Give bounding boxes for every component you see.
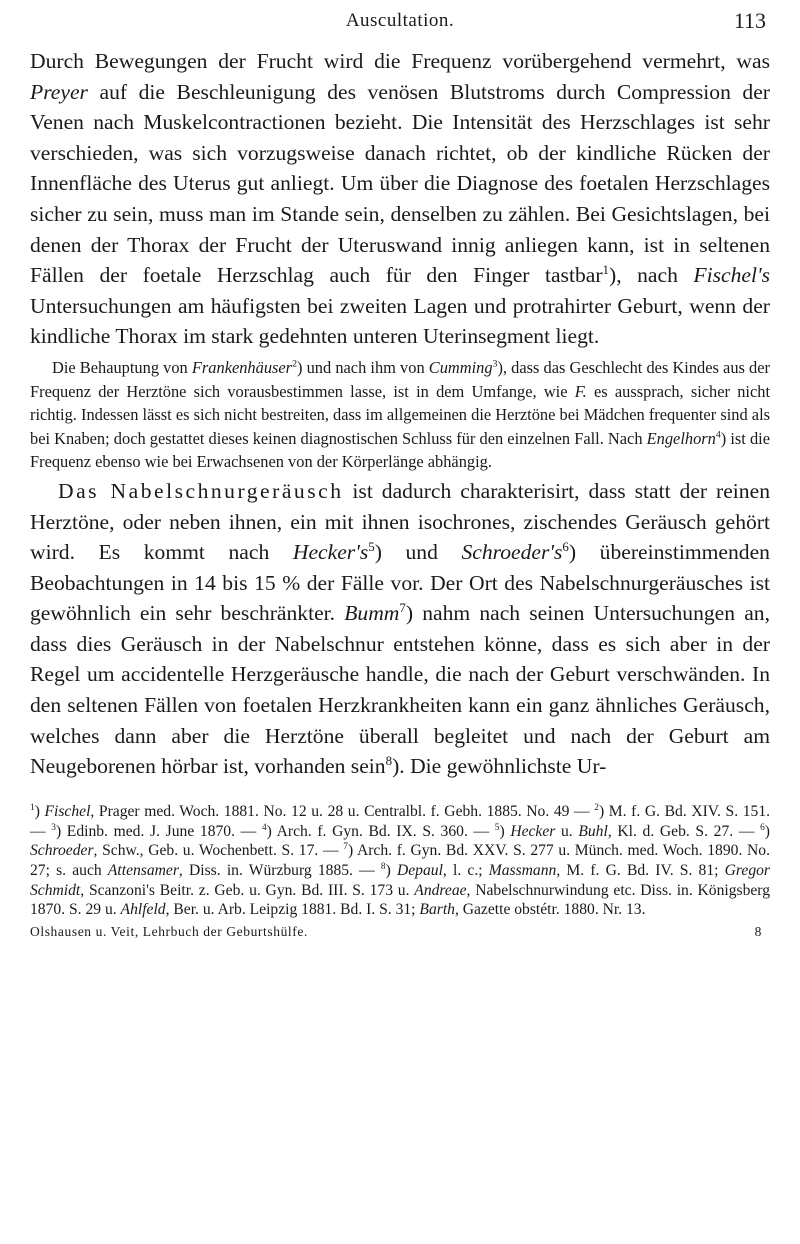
- author-name: Fischel's: [693, 263, 770, 288]
- footnote-ref: 3: [492, 358, 498, 370]
- text-run: , Diss. in. Würzburg 1885. —: [178, 861, 381, 879]
- text-run: ) Edinb. med. J. June 1870. —: [55, 822, 262, 840]
- text-run: , Kl. d. Geb. S. 27. —: [607, 822, 761, 840]
- text-run: ): [764, 822, 770, 840]
- paragraph-heart-rate: [30, 46, 770, 352]
- footnote-number: 1: [30, 802, 35, 813]
- section-term: Das Nabelschnurgeräusch: [58, 478, 344, 503]
- text-run: , l. c.;: [442, 861, 489, 879]
- author-name: Ahlfeld: [120, 901, 166, 919]
- text-run: , Prager med. Woch. 1881. No. 12 u. 28 u. Centralbl. f. Gebh. 1885. No. 49 —: [90, 802, 595, 820]
- footnote-ref: 1: [602, 261, 610, 277]
- text-run: ) nahm nach seinen Untersuchungen an, dass dies Geräusch in der Nabelschnur entstehen könne, dass es sich aber in der Regel um accidentelle Herzgeräusche handle, die nach der Geburt verschwänden. In den seltenen Fällen von foetalen Herzkrankheiten kann ein ganz ähnliches Geräusch, welches dann aber die Herztöne überall begleitet und nach der Geburt am Neugeborenen hörbar ist, vorhanden sein: [30, 601, 770, 779]
- footnote-ref: 6: [562, 538, 569, 554]
- text-run: ist dadurch charakterisirt, dass statt der reinen Herztöne, oder neben ihnen, ein mit ihnen isochrones, zischendes Geräusch gehört wird. Es kommt nach: [30, 478, 770, 565]
- author-name: Preyer: [30, 79, 88, 104]
- text-run: ), nach: [609, 263, 694, 288]
- author-name: Fischel: [44, 802, 91, 820]
- author-name: Schroeder: [30, 842, 94, 860]
- footnote-number: 2: [594, 802, 599, 813]
- author-name: Buhl: [578, 822, 608, 840]
- author-name: Bumm: [344, 601, 400, 626]
- footnote-ref: 4: [715, 429, 721, 441]
- text-run: , Gazette obstétr. 1880. Nr. 13.: [454, 901, 646, 919]
- text-run: , Ber. u. Arb. Leipzig 1881. Bd. I. S. 31;: [165, 901, 420, 919]
- text-run: ): [385, 861, 397, 879]
- text-run: ) Arch. f. Gyn. Bd. XXV. S. 277 u. Münch. med. Woch. 1890. No. 27; s. auch: [30, 842, 770, 879]
- percent-sign: %: [282, 570, 301, 595]
- text-run: ). Die gewöhnlichste Ur-: [392, 754, 607, 779]
- text-run: ) übereinstimmenden Beobachtungen in 14 bis 15: [30, 540, 770, 595]
- footnote-ref: 7: [399, 600, 406, 616]
- author-name: Schroeder's: [461, 540, 563, 565]
- author-name: Hecker's: [292, 540, 369, 565]
- footnote-number: 8: [380, 861, 386, 872]
- running-title: Auscultation.: [345, 10, 455, 31]
- footnote-number: 6: [760, 822, 765, 833]
- footnote-number: 4: [261, 822, 267, 833]
- small-print-paragraph: [30, 356, 770, 474]
- paragraph-sex-prediction: [30, 356, 770, 474]
- main-text: [30, 46, 770, 352]
- footnote-number: 7: [343, 842, 348, 853]
- text-run: ) und: [374, 540, 462, 565]
- author-name: Cumming: [428, 357, 493, 377]
- text-run: , Scanzoni's Beitr. z. Geb. u. Gyn. Bd. III. S. 173 u.: [80, 881, 415, 899]
- author-name: Attensamer: [107, 861, 179, 879]
- author-name: Depaul: [397, 861, 443, 879]
- text-run: , Schw., Geb. u. Wochenbett. S. 17. —: [93, 842, 344, 860]
- author-name: Andreae: [414, 881, 467, 899]
- footnote-ref: 2: [292, 358, 297, 370]
- footnote-block: [30, 802, 770, 920]
- text-run: es aussprach, sicher nicht richtig. Indessen lässt es sich nicht bestreiten, dass im allgemeinen die Herztöne bei Mädchen frequenter sind als bei Knaben; doch gestattet dieses keinen diagnostischen Schluss für den einzelnen Fall. Nach: [30, 381, 770, 448]
- author-name: Engelhorn: [646, 428, 716, 448]
- author-name: Gregor Schmidt: [30, 861, 770, 899]
- footnote-number: 5: [494, 822, 500, 833]
- text-run: der Fälle vor. Der Ort des Nabelschnurgeräusches ist gewöhnlich ein sehr beschränkter.: [30, 570, 771, 626]
- text-run: auf die Beschleunigung des venösen Blutstroms durch Compression der Venen nach Muskelcontractionen bezieht. Die Intensität des Herzschlages ist sehr verschieden, was sich vorzugsweise danach richtet, ob der kindliche Rücken der Innenfläche des Uterus gut anliegt. Um über die Diagnose des foetalen Herzschlages sicher zu sein, muss man im Stande sein, denselben zu zählen. Bei Gesichtslagen, bei denen der Thorax der Frucht der Uteruswand innig anliegen kann, ist in seltenen Fällen der foetale Herzschlag auch für den Finger tastbar: [30, 79, 770, 288]
- text-run: ) und nach ihm von: [296, 357, 429, 377]
- page-number: 113: [733, 8, 766, 33]
- text-run: Untersuchungen am häufigsten bei zweiten Lagen und protrahirter Geburt, wenn der kindliche Thorax im stark gedehnten unteren Uterinsegment liegt.: [30, 293, 770, 349]
- main-text: [30, 476, 770, 782]
- author-name: Frankenhäuser: [191, 357, 293, 377]
- footnote-ref: 8: [385, 753, 393, 769]
- author-name: Barth: [419, 901, 455, 919]
- text-run: , M. f. G. Bd. IV. S. 81;: [556, 861, 725, 879]
- paragraph-umbilical-murmur: [30, 476, 770, 782]
- text-run: ): [34, 802, 45, 820]
- footnote-ref: 5: [368, 538, 375, 554]
- page-header: [30, 6, 770, 46]
- printer-imprint: [30, 924, 770, 940]
- text-run: ): [499, 822, 511, 840]
- text-run: ) ist die Frequenz ebenso wie bei Erwachsenen von der Körperlänge abhängig.: [30, 428, 770, 472]
- footnotes: [30, 802, 770, 920]
- text-run: ), dass das Geschlecht des Kindes aus der Frequenz der Herztöne sich vorausbestimmen lasse, ist in dem Umfange, wie: [30, 357, 770, 401]
- author-name: Hecker: [510, 822, 556, 840]
- text-run: Die Behauptung von: [52, 357, 192, 377]
- text-run: , Nabelschnurwindung etc. Diss. in. Königsberg 1870. S. 29 u.: [30, 881, 771, 919]
- text-run: ) Arch. f. Gyn. Bd. IX. S. 360. —: [266, 822, 495, 840]
- footnote-number: 3: [51, 822, 56, 833]
- text-run: u.: [555, 822, 579, 840]
- imprint-text: Olshausen u. Veit, Lehrbuch der Geburtshülfe.: [30, 924, 308, 940]
- text-run: Durch Bewegungen der Frucht wird die Frequenz vorübergehend vermehrt, was: [30, 49, 770, 73]
- author-name: Massmann: [488, 861, 557, 879]
- author-name: F.: [574, 381, 587, 401]
- signature-mark: 8: [754, 924, 762, 940]
- text-run: ) M. f. G. Bd. XIV. S. 151. —: [30, 802, 771, 840]
